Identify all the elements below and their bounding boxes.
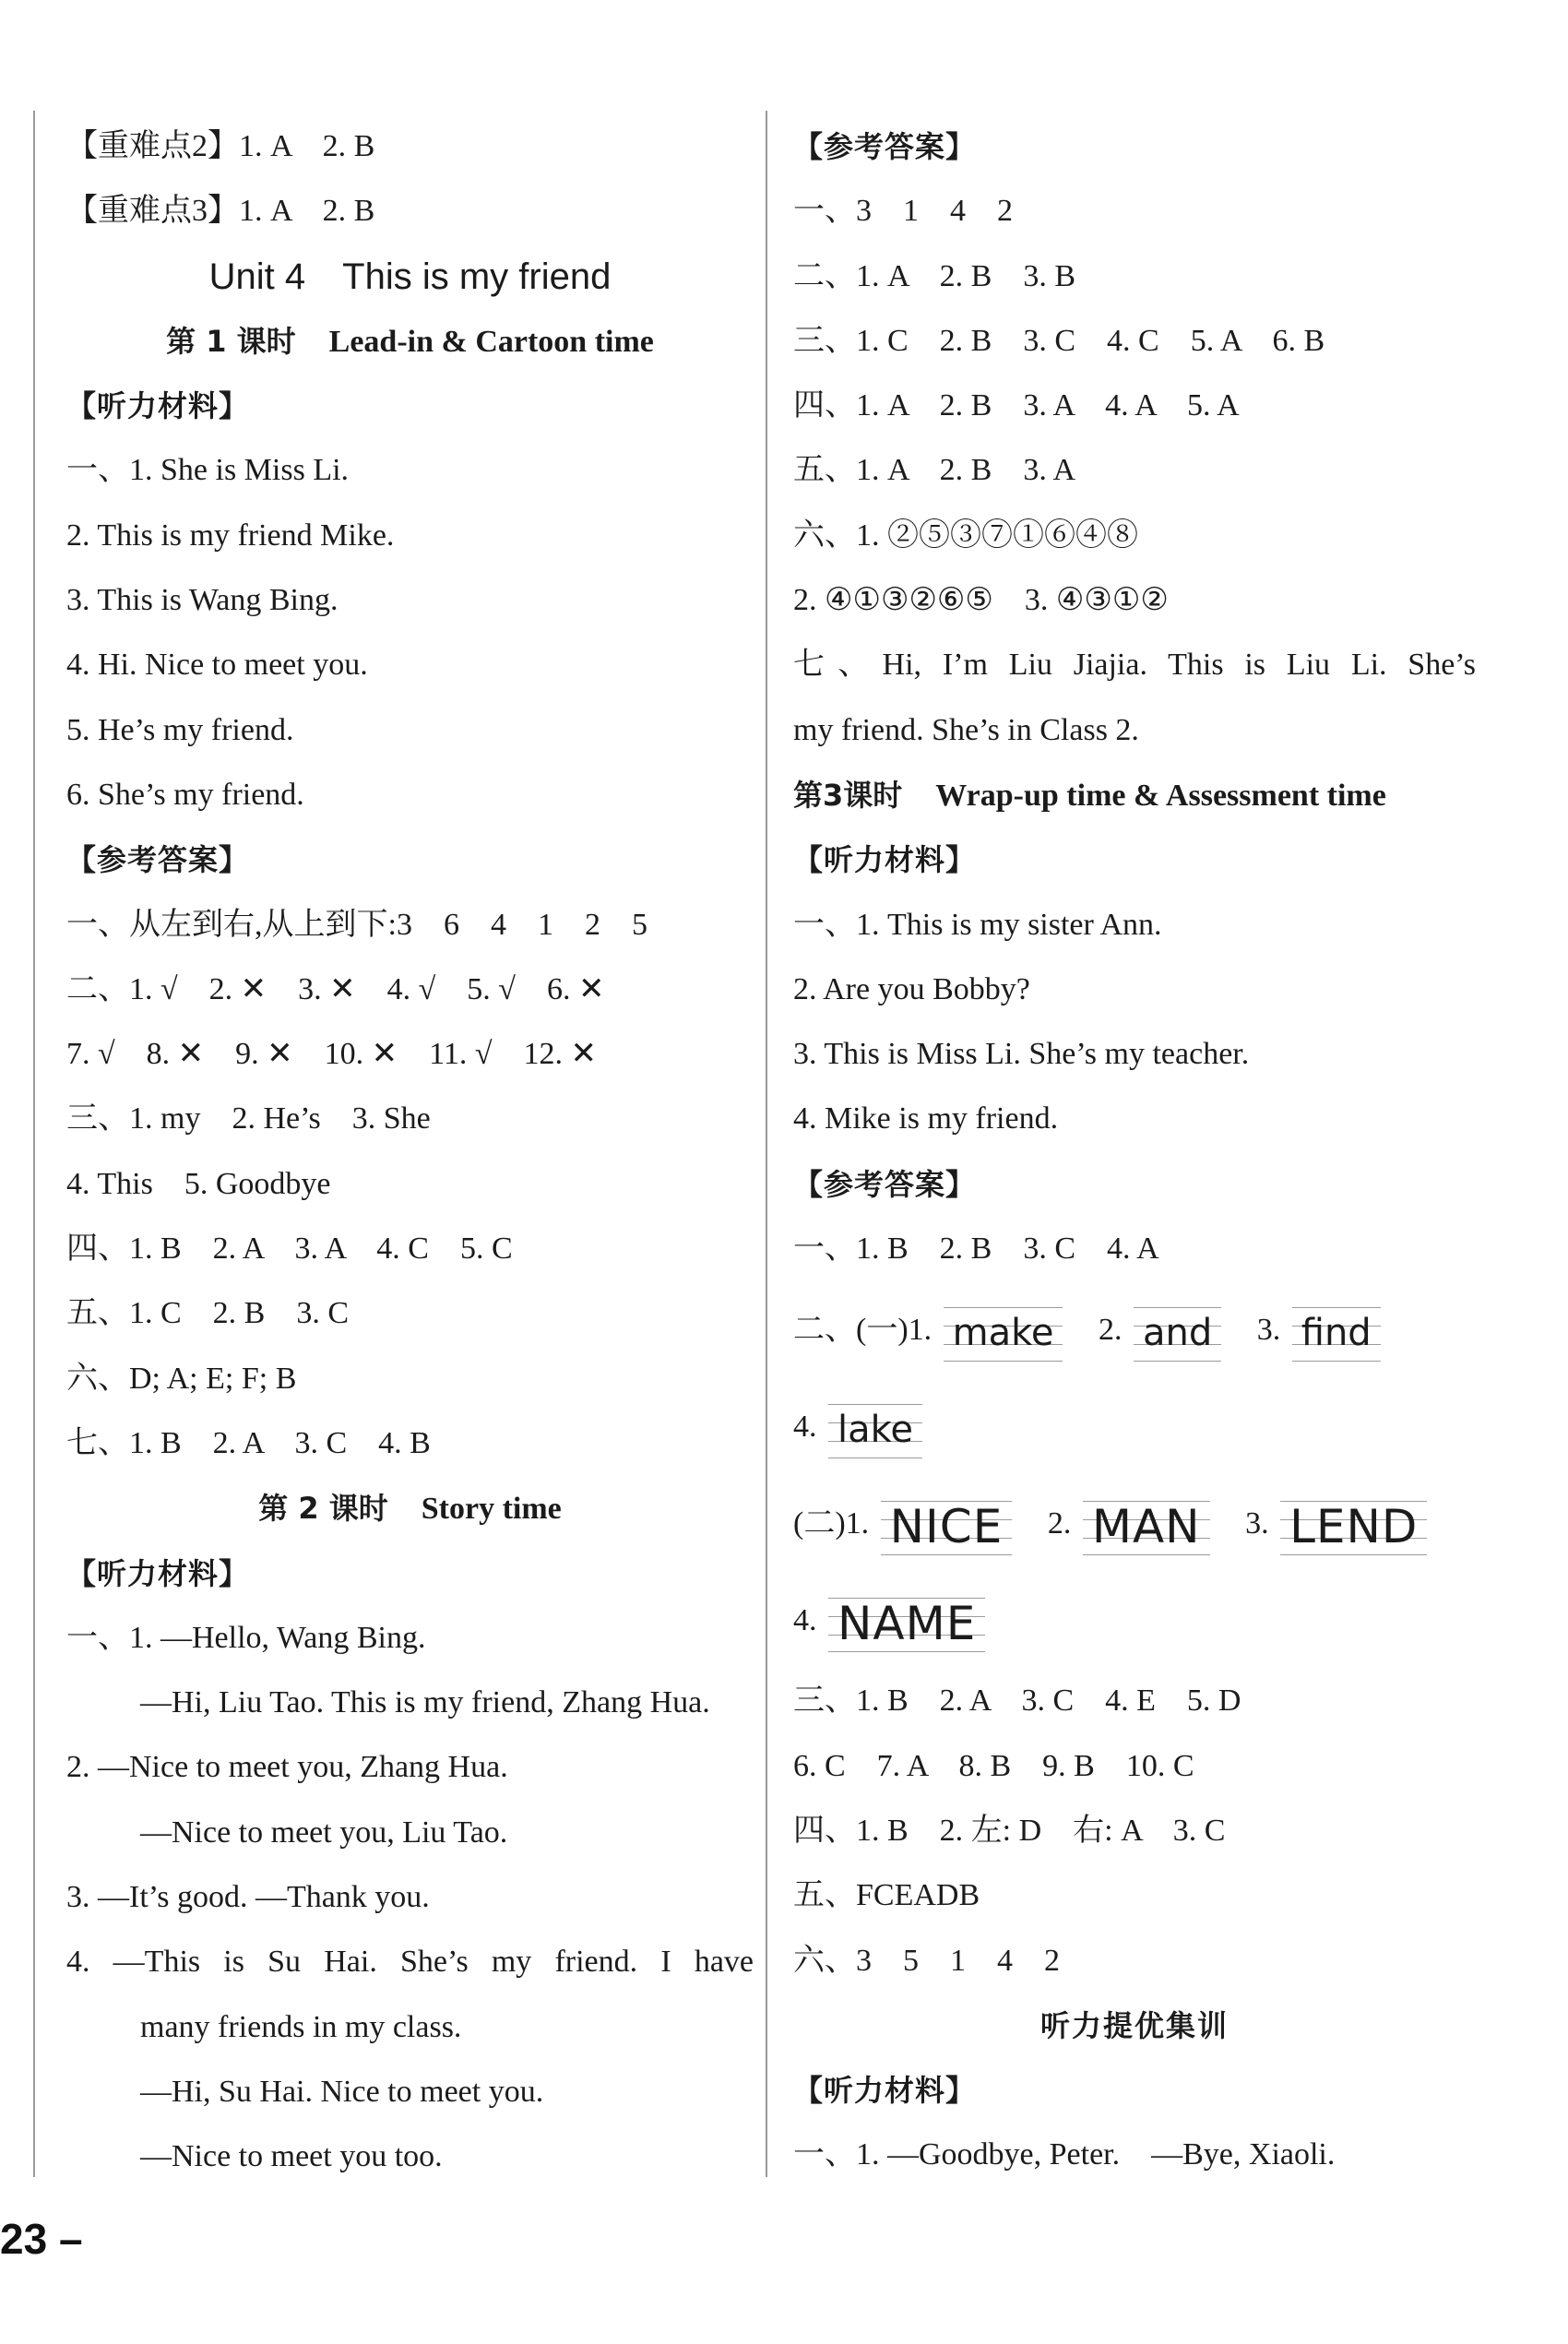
- handwriting-word: make: [944, 1303, 1063, 1362]
- listening-material-heading: 【听力材料】: [793, 2073, 977, 2109]
- answer-line: 一、1. B 2. B 3. C 4. A: [793, 1231, 1159, 1267]
- listening-line: 4. Hi. Nice to meet you.: [66, 648, 368, 683]
- lesson-2-heading: [66, 1476, 754, 1541]
- answer-key-heading: 【参考答案】: [66, 842, 250, 878]
- answer-line: 六、1. ②⑤③⑦①⑥④⑧: [793, 518, 1138, 553]
- lesson-2-number: 第 2 课时: [258, 1491, 388, 1527]
- answer-line: 二、1. √ 2. ✕ 3. ✕ 4. √ 5. √ 6. ✕: [66, 971, 605, 1006]
- dialogue-line: —Nice to meet you, Liu Tao.: [140, 1815, 508, 1850]
- hw-label: 4.: [793, 1410, 817, 1445]
- answer-line: 三、1. my 2. He’s 3. She: [66, 1101, 431, 1136]
- answer-key-heading: 【参考答案】: [793, 129, 977, 164]
- hw-label: 二、(一)1.: [793, 1313, 932, 1348]
- answer-line: 七、Hi, I’m Liu Jiajia. This is Liu Li. She’s: [793, 648, 1476, 683]
- dialogue-line: —Hi, Su Hai. Nice to meet you.: [140, 2074, 544, 2109]
- listening-material-heading: 【听力材料】: [66, 1555, 250, 1591]
- listening-line: 一、1. She is Miss Li.: [66, 453, 350, 488]
- dialogue-line: 4. —This is Su Hai. She’s my friend. I have: [66, 1945, 754, 1980]
- listening-material-heading: 【听力材料】: [793, 842, 977, 878]
- answer-line: 一、从左到右,从上到下:3 6 4 1 2 5: [66, 907, 647, 942]
- listening-material-heading: 【听力材料】: [66, 388, 250, 424]
- answer-line: 2. ④①③②⑥⑤ 3. ④③①②: [793, 583, 1169, 618]
- listening-line: 3. This is Miss Li. She’s my teacher.: [793, 1037, 1250, 1072]
- handwriting-row-uppercase: [793, 1475, 1476, 1572]
- answer-line: 6. C 7. A 8. B 9. B 10. C: [793, 1748, 1194, 1783]
- hw-label: 2.: [1098, 1313, 1123, 1348]
- answer-line: 四、1. A 2. B 3. A 4. A 5. A: [793, 388, 1240, 423]
- answer-line: 7. √ 8. ✕ 9. ✕ 10. ✕ 11. √ 12. ✕: [66, 1037, 598, 1072]
- left-column: [66, 114, 754, 2190]
- lesson-3-heading: [793, 763, 1476, 827]
- answer-line: 三、1. C 2. B 3. C 4. C 5. A 6. B: [793, 323, 1325, 358]
- answer-key-heading: 【参考答案】: [793, 1166, 977, 1202]
- handwriting-word: find: [1292, 1303, 1381, 1362]
- column-divider: [766, 111, 767, 2177]
- hw-label: 2.: [1047, 1506, 1072, 1541]
- hw-label: (二)1.: [793, 1506, 870, 1541]
- listening-line: 4. Mike is my friend.: [793, 1101, 1059, 1136]
- listening-line: 2. This is my friend Mike.: [66, 518, 395, 553]
- listening-line: 一、1. This is my sister Ann.: [793, 907, 1162, 942]
- listening-training-title: 听力提优集训: [1039, 2007, 1229, 2043]
- hw-label: 3.: [1245, 1506, 1269, 1541]
- dialogue-line: —Hi, Liu Tao. This is my friend, Zhang Hua.: [140, 1685, 710, 1720]
- dialogue-line: many friends in my class.: [140, 2009, 462, 2044]
- listening-line: 2. Are you Bobby?: [793, 971, 1030, 1006]
- handwriting-word: NAME: [828, 1594, 985, 1653]
- answer-line: 二、1. A 2. B 3. B: [793, 258, 1076, 293]
- lesson-3-number: 第3课时: [793, 777, 903, 813]
- handwriting-row-uppercase: [793, 1572, 1476, 1669]
- answer-line: 五、1. A 2. B 3. A: [793, 453, 1076, 488]
- handwriting-word: lake: [828, 1400, 922, 1459]
- answer-line: 四、1. B 2. A 3. A 4. C 5. C: [66, 1231, 513, 1267]
- lesson-2-name: Story time: [421, 1492, 562, 1527]
- unit-title: Unit 4 This is my friend: [208, 256, 612, 297]
- lesson-3-name: Wrap-up time & Assessment time: [935, 778, 1386, 813]
- answer-line: 五、FCEADB: [793, 1878, 980, 1913]
- hw-label: 3.: [1256, 1313, 1281, 1348]
- lesson-1-heading: [66, 309, 754, 374]
- answer-line: 七、1. B 2. A 3. C 4. B: [66, 1425, 431, 1460]
- page-number: 23 –: [0, 2215, 83, 2263]
- dialogue-line: 一、1. —Hello, Wang Bing.: [66, 1620, 426, 1655]
- listening-line: 6. She’s my friend.: [66, 777, 304, 812]
- right-column: [793, 114, 1476, 2188]
- listening-line: 一、1. —Goodbye, Peter. —Bye, Xiaoli.: [793, 2137, 1336, 2172]
- answer-line: 六、3 5 1 4 2: [793, 1943, 1060, 1978]
- handwriting-word: and: [1134, 1303, 1221, 1362]
- key-point-2: 【重难点2】1. A 2. B: [66, 129, 375, 163]
- handwriting-row-lowercase: [793, 1281, 1476, 1378]
- answer-line: 一、3 1 4 2: [793, 194, 1013, 229]
- key-point-3: 【重难点3】1. A 2. B: [66, 194, 375, 229]
- handwriting-word: LEND: [1280, 1497, 1427, 1556]
- handwriting-word: NICE: [881, 1497, 1013, 1556]
- listening-line: 5. He’s my friend.: [66, 712, 294, 747]
- left-margin-rule: [33, 111, 35, 2177]
- dialogue-line: —Nice to meet you too.: [140, 2139, 443, 2174]
- answer-line: my friend. She’s in Class 2.: [793, 712, 1139, 747]
- answer-line: 4. This 5. Goodbye: [66, 1166, 331, 1201]
- dialogue-line: 3. —It’s good. —Thank you.: [66, 1880, 430, 1915]
- handwriting-word: MAN: [1083, 1497, 1210, 1556]
- answer-line: 四、1. B 2. 左: D 右: A 3. C: [793, 1813, 1226, 1848]
- answer-line: 五、1. C 2. B 3. C: [66, 1296, 350, 1331]
- lesson-1-number: 第 1 课时: [166, 323, 296, 359]
- dialogue-line: 2. —Nice to meet you, Zhang Hua.: [66, 1750, 508, 1785]
- hw-label: 4.: [793, 1603, 817, 1638]
- listening-line: 3. This is Wang Bing.: [66, 583, 339, 618]
- handwriting-row-lowercase: [793, 1378, 1476, 1475]
- answer-line: 六、D; A; E; F; B: [66, 1361, 297, 1396]
- lesson-1-name: Lead-in & Cartoon time: [328, 324, 654, 359]
- answer-line: 三、1. B 2. A 3. C 4. E 5. D: [793, 1684, 1241, 1719]
